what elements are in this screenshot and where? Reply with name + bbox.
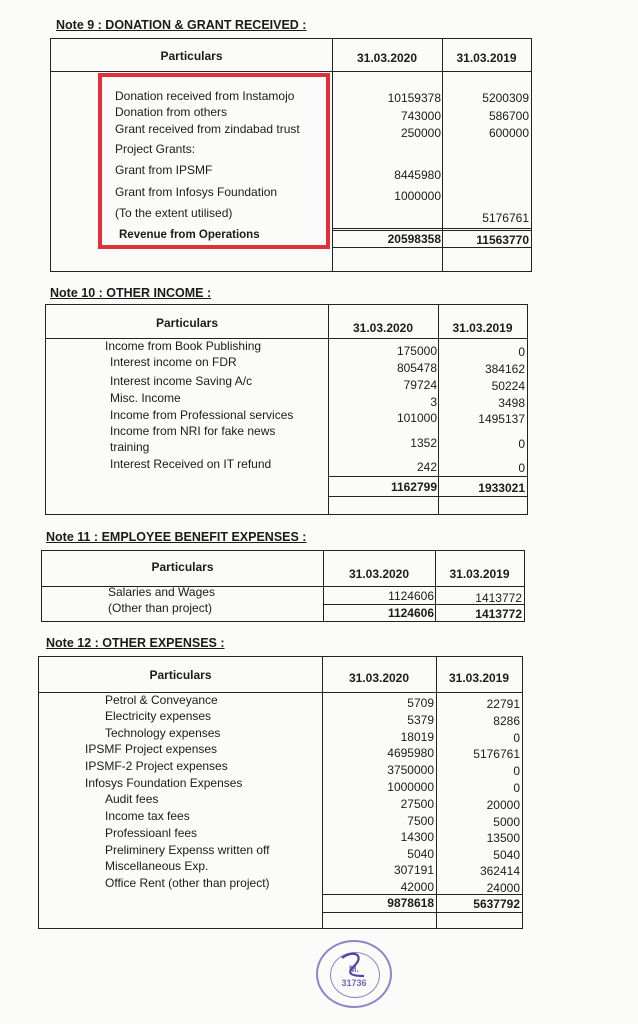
stamp-number: 31736 [341, 978, 367, 988]
table-cell-2019: 3498 [498, 396, 525, 410]
col-2019: 31.03.2019 [456, 51, 517, 65]
table-row-label: Miscellaneous Exp. [105, 859, 209, 873]
table-row-label: Project Grants: [115, 142, 196, 156]
col-2019: 31.03.2019 [452, 321, 513, 335]
table-row-label: Income tax fees [105, 809, 190, 823]
table-cell-2019: 20000 [486, 798, 520, 812]
signature-icon [334, 946, 374, 986]
table-cell-2019: 586700 [488, 109, 529, 123]
table-cell-2020: 3750000 [387, 763, 434, 777]
table-cell-2020: 5379 [407, 713, 434, 727]
table-row-label: Infosys Foundation Expenses [85, 776, 243, 790]
table-row-label: IPSMF-2 Project expenses [85, 759, 228, 773]
table-cell-2020: 805478 [396, 361, 437, 375]
table-cell-2020: 79724 [403, 378, 437, 392]
table-cell-2019: 0 [518, 437, 525, 451]
col-particulars: Particulars [149, 668, 212, 682]
table-cell-2020: 5709 [407, 696, 434, 710]
table-row-label: (To the extent utilised) [115, 206, 233, 220]
table-cell-2020: 1124606 [387, 606, 434, 620]
table-cell-2019: 11563770 [476, 233, 529, 247]
table-row-label: Interest income Saving A/c [110, 374, 253, 388]
table-row-label: Misc. Income [110, 391, 181, 405]
table-cell-2020: 4695980 [387, 746, 434, 760]
table-cell-2020: 1000000 [387, 780, 434, 794]
table-row-label: Donation received from Instamojo [115, 89, 295, 103]
table-row-label: (Other than project) [108, 601, 213, 615]
table-cell-2020: 1162799 [390, 480, 437, 494]
table-row-label: training [110, 440, 150, 454]
table-cell-2020: 42000 [400, 880, 434, 894]
note-9-title: Note 9 : DONATION & GRANT RECEIVED : [56, 18, 307, 32]
col-2020: 31.03.2020 [352, 321, 414, 335]
table-cell-2019: 0 [513, 781, 520, 795]
table-cell-2020: 5040 [407, 847, 434, 861]
table-cell-2019: 0 [518, 345, 525, 359]
table-row-label: Preliminery Expenss written off [105, 843, 270, 857]
table-cell-2020: 9878618 [387, 896, 434, 910]
note-10-title: Note 10 : OTHER INCOME : [50, 286, 212, 300]
note-11-table [41, 550, 525, 622]
table-row-label: IPSMF Project expenses [85, 742, 218, 756]
table-cell-2019: 362414 [479, 864, 520, 878]
table-cell-2019: 22791 [486, 697, 520, 711]
table-row-label: Technology expenses [105, 726, 221, 740]
table-cell-2020: 3 [430, 395, 437, 409]
table-cell-2019: 5176761 [473, 747, 520, 761]
table-row-label: Audit fees [105, 792, 159, 806]
table-cell-2019: 0 [513, 731, 520, 745]
col-particulars: Particulars [151, 560, 214, 574]
table-cell-2020: 18019 [400, 730, 434, 744]
table-cell-2020: 20598358 [387, 232, 441, 246]
col-particulars: Particulars [160, 49, 223, 63]
note-11-title: Note 11 : EMPLOYEE BENEFIT EXPENSES : [46, 530, 307, 544]
table-cell-2020: 307191 [393, 863, 434, 877]
table-row-label: Income from Professional services [110, 408, 294, 422]
table-cell-2019: 8286 [493, 714, 520, 728]
table-cell-2020: 1124606 [388, 589, 434, 603]
table-row-label: Interest income on FDR [110, 355, 237, 369]
table-cell-2019: 5000 [493, 815, 520, 829]
table-cell-2019: 1413772 [475, 607, 522, 621]
note-10-table [45, 304, 528, 515]
table-cell-2020: 14300 [400, 830, 434, 844]
table-cell-2019: 5040 [493, 848, 520, 862]
table-row-label: Income from NRI for fake news [110, 424, 276, 438]
col-2019: 31.03.2019 [448, 671, 510, 685]
table-row-label: Income from Book Publishing [105, 339, 262, 353]
table-cell-2019: 1413772 [475, 591, 522, 605]
table-row-label: Interest Received on IT refund [110, 457, 272, 471]
table-cell-2019: 5176761 [482, 211, 529, 225]
table-cell-2019: 13500 [486, 831, 520, 845]
table-cell-2019: 1933021 [478, 481, 525, 495]
table-cell-2019: 384162 [484, 362, 525, 376]
table-cell-2019: 0 [518, 461, 525, 475]
col-2020: 31.03.2020 [356, 51, 418, 65]
table-cell-2020: 250000 [400, 126, 441, 140]
table-cell-2019: 1495137 [478, 412, 525, 426]
table-cell-2019: 50224 [491, 379, 525, 393]
stamp-text: M. [349, 964, 359, 974]
table-cell-2019: 0 [513, 764, 520, 778]
table-cell-2019: 600000 [488, 126, 529, 140]
table-row-label: Donation from others [115, 105, 228, 119]
table-cell-2020: 242 [416, 460, 437, 474]
table-cell-2020: 743000 [400, 109, 441, 123]
col-2020: 31.03.2020 [348, 671, 410, 685]
table-cell-2020: 175000 [396, 344, 437, 358]
table-row-label: Office Rent (other than project) [105, 876, 270, 890]
table-row-label: Grant received from zindabad trust [115, 122, 300, 136]
table-row-label: Professioanl fees [105, 826, 198, 840]
table-cell-2020: 101000 [396, 411, 437, 425]
table-row-label: Grant from IPSMF [115, 163, 213, 177]
table-row-label: Electricity expenses [105, 709, 212, 723]
table-cell-2020: 27500 [400, 797, 434, 811]
col-2020: 31.03.2020 [348, 567, 410, 581]
table-cell-2019: 24000 [486, 881, 520, 895]
table-row-label: Petrol & Conveyance [105, 693, 218, 707]
highlight-box [98, 73, 330, 249]
col-2019: 31.03.2019 [449, 567, 510, 581]
table-row-label: Revenue from Operations [119, 229, 260, 241]
table-cell-2020: 7500 [407, 814, 434, 828]
table-row-label: Grant from Infosys Foundation [115, 185, 278, 199]
table-cell-2020: 1352 [410, 436, 437, 450]
note-12-title: Note 12 : OTHER EXPENSES : [46, 636, 225, 650]
note-12-table [38, 656, 523, 929]
table-cell-2019: 5200309 [482, 91, 529, 105]
table-cell-2019: 5637792 [473, 897, 520, 911]
table-cell-2020: 1000000 [394, 189, 441, 203]
col-particulars: Particulars [155, 316, 219, 330]
table-cell-2020: 10159378 [387, 91, 441, 105]
table-row-label: Salaries and Wages [108, 585, 215, 599]
table-cell-2020: 8445980 [394, 168, 441, 182]
